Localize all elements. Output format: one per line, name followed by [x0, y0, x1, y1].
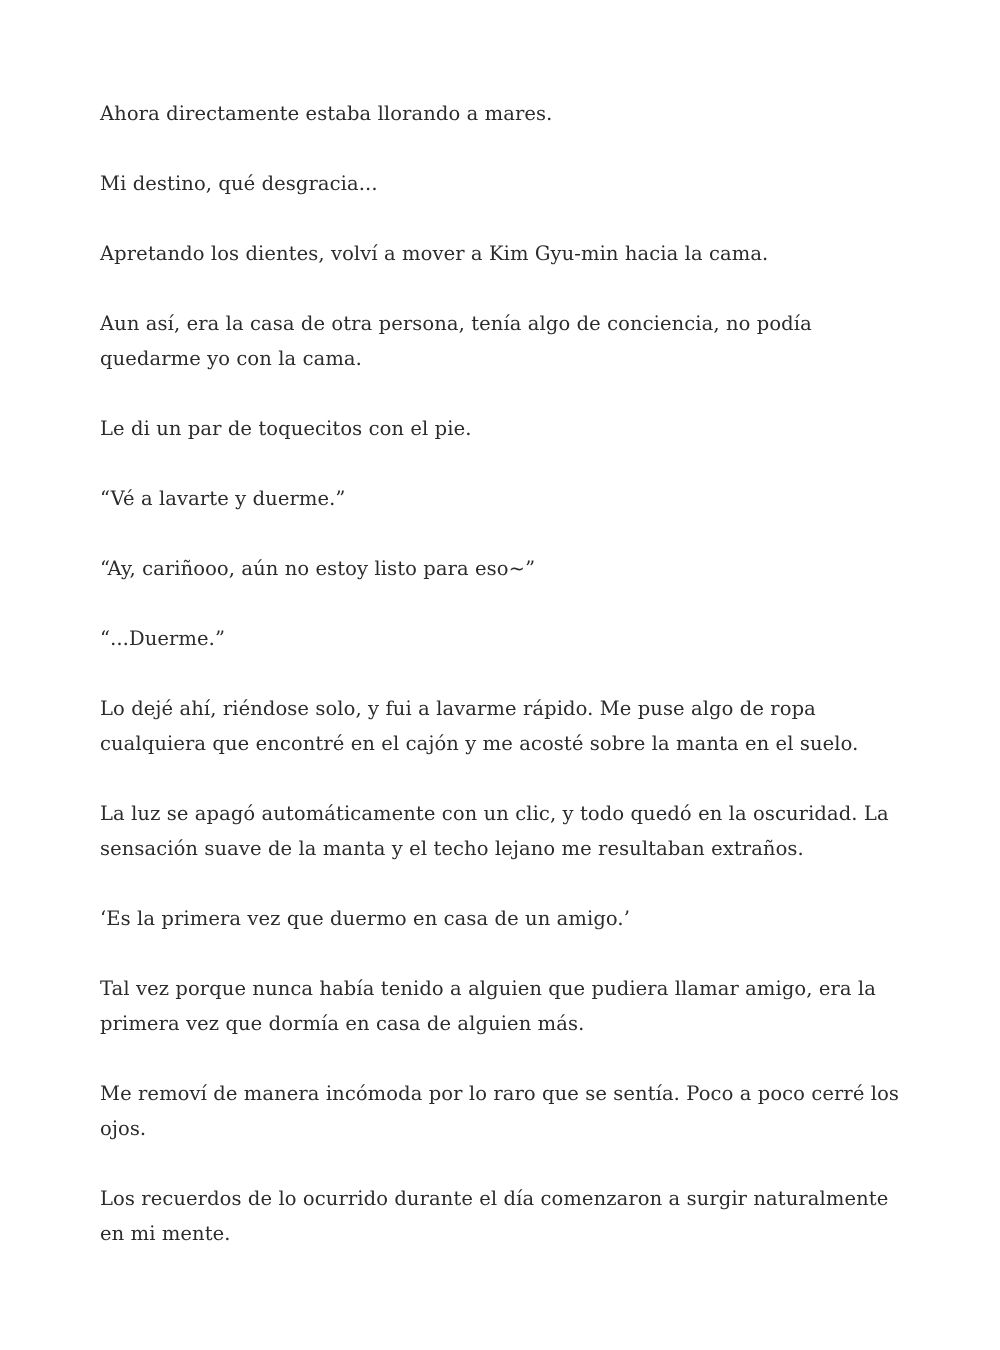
paragraph: La luz se apagó automáticamente con un clic, y todo quedó en la oscuridad. La sensación suave de la manta y el techo lejano me resultaban extraños.: [100, 802, 889, 860]
dialogue-line: “...Duerme.”: [100, 627, 226, 650]
paragraph: Mi destino, qué desgracia...: [100, 172, 378, 195]
dialogue-line: “Vé a lavarte y duerme.”: [100, 487, 346, 510]
paragraph: Lo dejé ahí, riéndose solo, y fui a lavarme rápido. Me puse algo de ropa cualquiera que encontré en el cajón y me acosté sobre la manta en el suelo.: [100, 697, 859, 755]
document-body: [100, 96, 910, 1251]
paragraph: Apretando los dientes, volví a mover a Kim Gyu-min hacia la cama.: [100, 242, 769, 265]
paragraph: Tal vez porque nunca había tenido a alguien que pudiera llamar amigo, era la primera vez que dormía en casa de alguien más.: [100, 977, 876, 1035]
paragraph: Los recuerdos de lo ocurrido durante el día comenzaron a surgir naturalmente en mi mente.: [100, 1187, 889, 1245]
thought-line: ‘Es la primera vez que duermo en casa de un amigo.’: [100, 907, 630, 930]
paragraph: Ahora directamente estaba llorando a mares.: [100, 102, 553, 125]
dialogue-line: “Ay, cariñooo, aún no estoy listo para eso~”: [100, 557, 536, 580]
paragraph: Me removí de manera incómoda por lo raro que se sentía. Poco a poco cerré los ojos.: [100, 1082, 900, 1140]
paragraph: Le di un par de toquecitos con el pie.: [100, 417, 472, 440]
paragraph: Aun así, era la casa de otra persona, tenía algo de conciencia, no podía quedarme yo con la cama.: [100, 312, 812, 370]
